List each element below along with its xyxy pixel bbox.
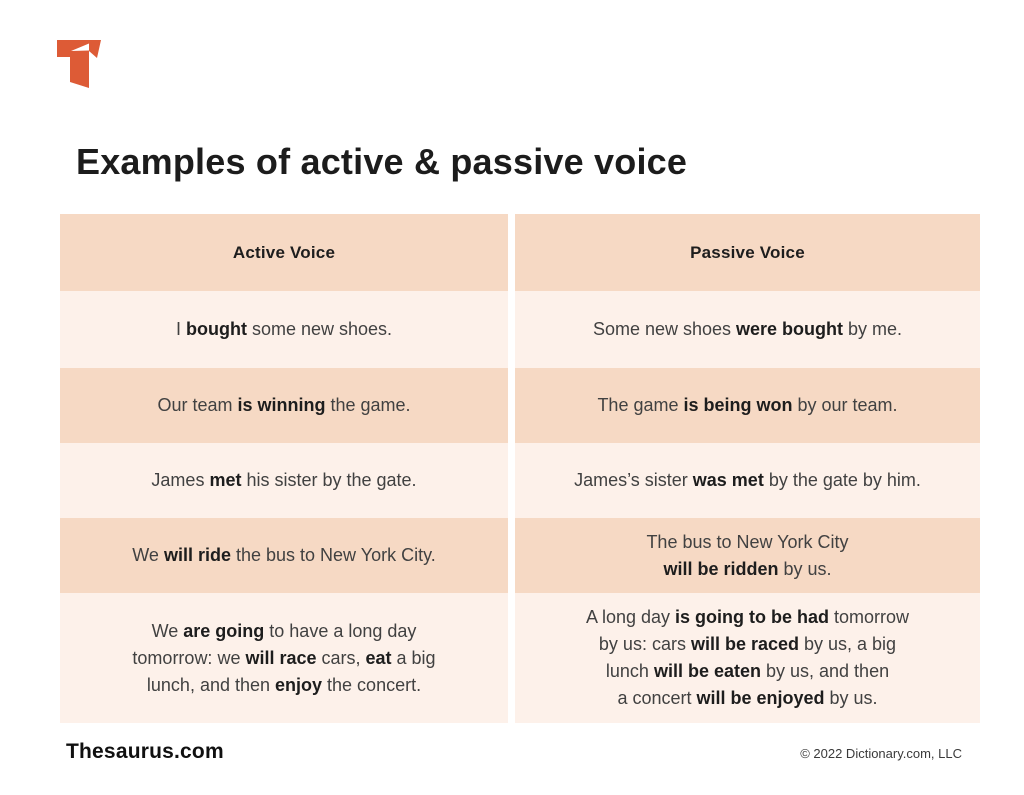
thesaurus-t-icon [57, 38, 101, 88]
table-cell-passive-row3: James’s sister was met by the gate by him. [515, 443, 980, 518]
table-cell-passive-row5: A long day is going to be had tomorrow by us: cars will be raced by us, a big lunch will be eaten by us, and then a concert will be enjoyed by us. [515, 593, 980, 723]
table-cell-passive-row2: The game is being won by our team. [515, 368, 980, 443]
footer-copyright: © 2022 Dictionary.com, LLC [800, 746, 962, 761]
table-cell-active-row2: Our team is winning the game. [60, 368, 508, 443]
column-header-passive: Passive Voice [515, 214, 980, 291]
footer-brand: Thesaurus.com [66, 740, 224, 763]
voice-comparison-table [60, 214, 980, 723]
table-cell-active-row5: We are going to have a long day tomorrow: we will race cars, eat a big lunch, and then enjoy the concert. [60, 593, 508, 723]
table-cell-active-row4: We will ride the bus to New York City. [60, 518, 508, 593]
table-cell-active-row3: James met his sister by the gate. [60, 443, 508, 518]
table-cell-passive-row4: The bus to New York City will be ridden by us. [515, 518, 980, 593]
table-cell-active-row1: I bought some new shoes. [60, 291, 508, 368]
column-header-active: Active Voice [60, 214, 508, 291]
table-cell-passive-row1: Some new shoes were bought by me. [515, 291, 980, 368]
page-title: Examples of active & passive voice [76, 141, 688, 182]
thesaurus-logo [57, 38, 101, 88]
